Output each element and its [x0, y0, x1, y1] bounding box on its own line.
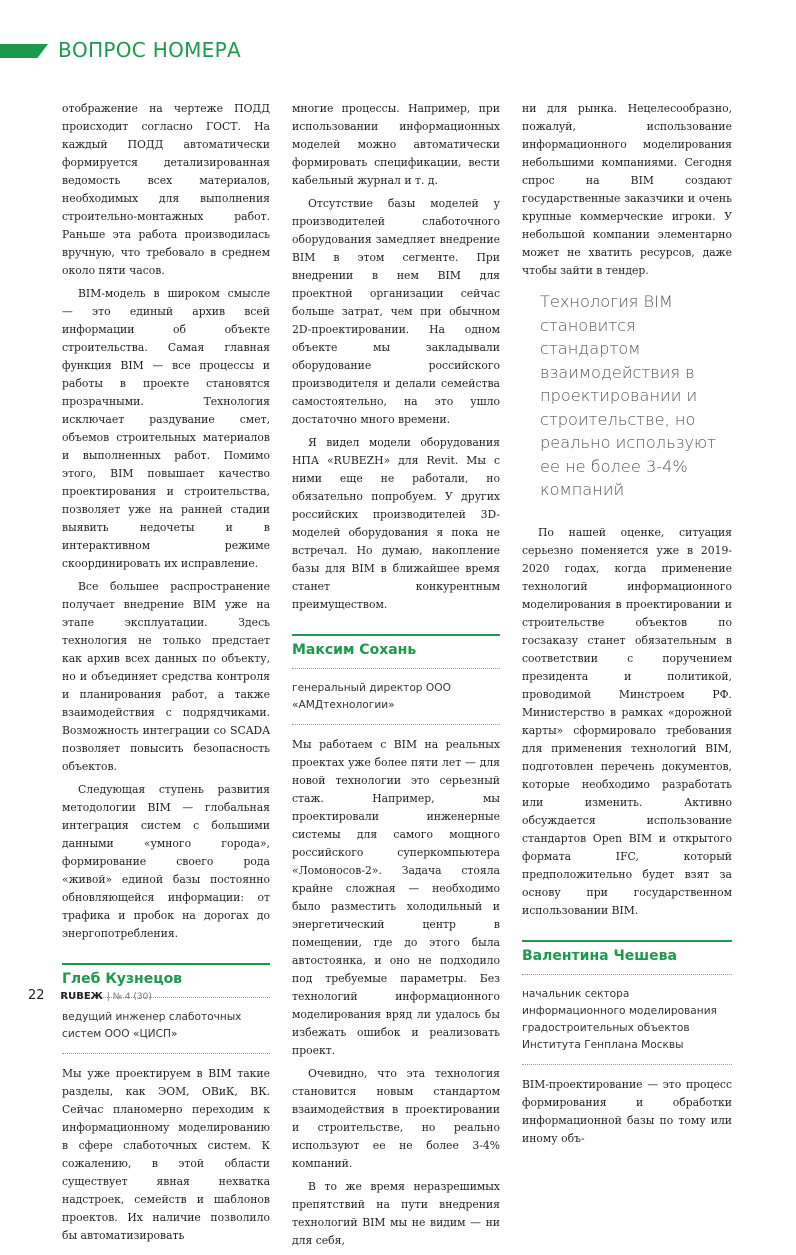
author-position: генеральный директор ООО «АМДтехнологии»: [292, 682, 451, 711]
author-divider: [62, 963, 270, 965]
separator: [292, 724, 500, 726]
paragraph: BIM-проектирование — это процесс формирования и обработки информационной базы по тому или иному объ-: [522, 1077, 732, 1145]
paragraph: Мы уже проектируем в BIM такие разделы, как ЭОМ, ОВиК, ВК. Сейчас планомерно переходим к информационному моделированию в сфере слаботочных систем. К сожалению, в этой области существует явная нехватка надстроек, семейств и шаблонов проектов. Их наличие позволило бы автоматизировать: [62, 1067, 270, 1242]
author-name: Максим Сохань: [292, 642, 417, 658]
column-2: [292, 100, 500, 1255]
paragraph: Следующая ступень развития методологии BIM — глобальная интеграция систем с большими данными «умного города», формирование своего рода «живой» единой базы постоянно обновляющейся информации: от трафика и пробок на дорогах до энергопотребления.: [62, 783, 270, 940]
section-marker: [0, 44, 48, 58]
author-name: Валентина Чешева: [522, 947, 677, 964]
issue-number: | № 4 (30): [106, 992, 152, 1002]
paragraph: ни для рынка. Нецелесообразно, пожалуй, использование информационного моделирования небольшими компаниями. Сегодня спрос на BIM создают государственные заказчики и очень крупные коммерческие игроки. У небольшой компании элементарно может не хватить ресурсов, даже чтобы зайти в тендер.: [522, 102, 732, 277]
author-name: Глеб Кузнецов: [62, 971, 183, 987]
separator: [522, 974, 732, 976]
separator: [292, 668, 500, 670]
separator: [522, 1064, 732, 1066]
author-position: начальник сектора информационного моделирования градостроительных объектов Института Генплана Москвы: [522, 987, 717, 1051]
paragraph: Мы работаем с BIM на реальных проектах уже более пяти лет — для новой технологии это серьезный стаж. Например, мы проектировали инженерные системы для самого мощного российского суперкомпьютера «Ломоносов-2». Задача стояла крайне сложная — необходимо было разместить холодильный и энергетический центр в помещении, где до этого была автостоянка, и оно не подходило под требуемые параметры. Без технологий информационного моделирования вряд ли удалось бы избежать ошибок и реализовать проект.: [292, 738, 500, 1057]
paragraph: По нашей оценке, ситуация серьезно поменяется уже в 2019-2020 годах, когда применение технологий информационного моделирования в проектировании и строительстве объектов по госзаказу станет обязательным в соответствии с поручением президента и политикой, проводимой Минстроем РФ. Министерство в рамках «дорожной карты» сформировало требования для применения технологий BIM, подготовлен перечень документов, которые необходимо разработать или изменить. Активно обсуждается использование стандартов Open BIM и открытого формата IFC, который предположительно будет взят за основу при государственном использовании BIM.: [522, 525, 732, 917]
author-position: ведущий инженер слаботочных систем ООО «ЦИСП»: [62, 1011, 242, 1040]
author-divider: [292, 634, 500, 636]
column-1: [62, 100, 270, 1250]
column-3: [522, 100, 732, 1153]
paragraph: В то же время неразрешимых препятствий на пути внедрения технологий BIM мы не видим — ни для себя,: [292, 1180, 500, 1247]
section-title: ВОПРОС НОМЕРА: [58, 38, 241, 62]
separator: [62, 1053, 270, 1055]
paragraph: отображение на чертеже ПОДД происходит согласно ГОСТ. На каждый ПОДД автоматически формируется детализированная ведомость всех материалов, необходимых для выполнения строительно-монтажных работ. Раньше эта работа производилась вручную, что требовало в среднем около пяти часов.: [62, 102, 270, 277]
paragraph: Я видел модели оборудования НПА «RUBEZH» для Revit. Мы с ними еще не работали, но обязательно попробуем. У других российских производителей 3D-моделей оборудования я пока не встречал. Но думаю, накопление базы для BIM в ближайшее время станет конкурентным преимуществом.: [292, 436, 500, 611]
pull-quote: Технология BIM становится стандартом взаимодействия в проектировании и строительстве, но реально используют ее не более 3-4% компаний: [540, 292, 716, 499]
paragraph: многие процессы. Например, при использовании информационных моделей можно автоматически формировать спецификации, вести кабельный журнал и т. д.: [292, 102, 500, 187]
page-footer: [28, 988, 152, 1003]
paragraph: Все большее распространение получает внедрение BIM уже на этапе эксплуатации. Здесь технология не только предстает как архив всех данных по объекту, но и объединяет средства контроля и планирования работ, а также взаимодействия с подрядчиками. Возможность интеграции со SCADA позволяет повысить безопасность объектов.: [62, 580, 270, 773]
paragraph: Очевидно, что эта технология становится новым стандартом взаимодействия в проектировании и строительстве, но реально используют ее не более 3-4% компаний.: [292, 1067, 500, 1170]
page-number: 22: [28, 988, 45, 1003]
author-divider: [522, 940, 732, 942]
paragraph: BIM-модель в широком смысле — это единый архив всей информации об объекте строительства. Самая главная функция BIM — все процессы и работы в проекте становятся прозрачными. Технология исключает раздувание смет, объемов строительных материалов и выполненных работ. Помимо этого, BIM повышает качество проектирования и строительства, позволяет уже на ранней стадии выявить недочеты и в интерактивном режиме скоординировать их исправление.: [62, 287, 270, 570]
magazine-name: RUBEЖ: [60, 991, 103, 1002]
paragraph: Отсутствие базы моделей у производителей слаботочного оборудования замедляет внедрение BIM в этом сегменте. При внедрении в нем BIM для проектной организации сейчас больше затрат, чем при обычном 2D-проектировании. На одном объекте мы закладывали оборудование российского производителя и делали семейства самостоятельно, на это ушло достаточно много времени.: [292, 197, 500, 426]
